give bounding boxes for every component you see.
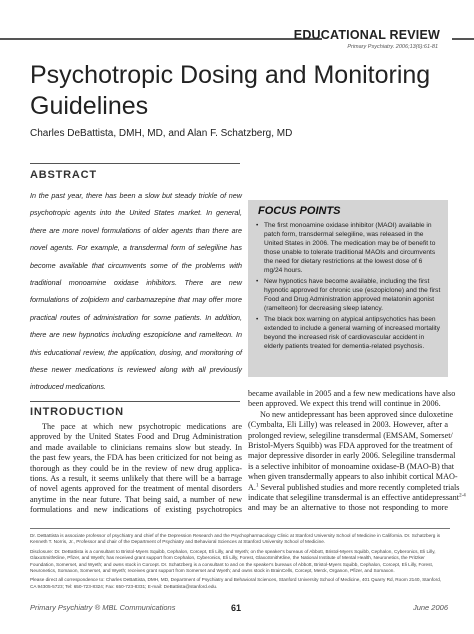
page-number: 61 <box>231 603 242 613</box>
focus-point-text: The first monoamine oxidase inhibitor (MAOI) available in patch form, transdermal selegiline, was released in the United States in 2006. The medication may be of benefit to those unable to tolerate traditional MAOIs and circumvents the need for dietary restrictions at the lowest dose of 6 mg/24 hours. <box>264 222 436 274</box>
focus-point-text: The black box warning on atypical antipsychotics has been extended to include a general warning of increased mortality beyond the increased risk of cardiovascular accident in elderly patients treated for dementia-related psychosis. <box>264 316 440 350</box>
body-line: is a selective inhibitor of monoamine oxidase-B (MAO-B) that <box>248 461 455 471</box>
article-authors: Charles DeBattista, DMH, MD, and Alan F. Schatzberg, MD <box>30 128 293 139</box>
registered-mark: ® <box>94 603 101 612</box>
bullet-icon: • <box>256 277 259 285</box>
body-line: No new antidepressant has been approved since duloxetine <box>260 409 454 419</box>
introduction-rule <box>30 401 240 402</box>
bullet-icon: • <box>256 222 259 229</box>
body-line-text: A.$^1$ Several published studies and more recently completed trials <box>248 482 460 492</box>
body-line: and may be an alternative to those not responding to more <box>248 503 448 513</box>
body-line-text: indicate that selegiline transdermal is an effective antidepressant$^{2-4}$ <box>248 493 466 503</box>
body-line: became available in 2005 and a few new medications have also <box>248 389 456 398</box>
body-line: The pace at which new psychotropic medications are <box>42 422 242 431</box>
abstract-rule <box>30 163 240 164</box>
focus-points-heading: FOCUS POINTS <box>258 205 341 217</box>
abstract-heading: ABSTRACT <box>30 169 97 181</box>
body-line: approved by the United States Food and Drug Administration <box>30 432 242 442</box>
body-line: major depressive disorder in early 2006. Selegiline transdermal <box>248 451 456 461</box>
right-column-text <box>248 389 466 514</box>
issue-date: June 2006 <box>412 603 448 612</box>
body-line: Bristol-Myers Squibb) was FDA approved for the treatment of <box>248 441 453 451</box>
introduction-heading: INTRODUCTION <box>30 406 124 418</box>
reference-marker: 2-4 <box>459 493 466 499</box>
footnotes <box>30 533 448 593</box>
body-line: and made available to clinicians remains slow but steady. In <box>30 442 242 452</box>
section-tag: EDUCATIONAL REVIEW <box>293 28 440 42</box>
body-line: anytime in the near future. That being said, a number of new <box>30 494 242 504</box>
focus-point-item <box>256 278 442 314</box>
body-line: formulations and new indications of existing psychotropics <box>30 505 242 515</box>
publisher-name: MBL Communications <box>102 603 176 612</box>
body-line: been approved. We expect this trend will continue in 2006. <box>248 399 441 409</box>
focus-point-item <box>256 222 442 275</box>
body-line <box>248 482 460 493</box>
body-line <box>248 493 466 503</box>
introduction-text <box>30 422 242 516</box>
abstract-text: In the past year, there has been a slow but steady trickle of new psychotropic agents into the United States market. In general, there are more novel formulations of older agents than there are novel agents. For example, a transdermal form of selegiline has become available that circumvents some of the problems with traditional monoamine oxidase inhibitors. There are new formulations of zolpidem and carbamazepine that may offer more practical routes of administration for some patients. In addition, there are new hypnotics including eszopiclone and ramelteon. In this educational review, the application, dosing, and monitoring of these newer medications is reviewed along with all previously introduced medications. <box>30 191 242 392</box>
footnote-rule <box>30 528 450 529</box>
body-line: (Cymbalta, Eli Lilly) was released in 2003. However, after a <box>248 420 448 430</box>
body-line: the past few years, the FDA has been criticized for not being as <box>30 453 242 463</box>
journal-name: Primary Psychiatry <box>30 603 93 612</box>
reference-marker: 1 <box>255 482 259 488</box>
body-line: tions. As a result, it seems unlikely that there will be a barrage <box>30 474 242 484</box>
focus-points-list <box>256 222 442 354</box>
journal-citation: Primary Psychiatry. 2006;13(6):61-81 <box>347 44 438 50</box>
disclosure-note: Disclosure: Dr. DeBattista is a consultant to Bristol-Myers Squibb, Cephalon, Corcept, Eli Lilly, and Wyeth; on the speaker's bureaus of Abbott, Bristol-Myers Squibb, Cephalon, Cyberonics, Eli Lilly, GlaxoSmithKline, Pfizer, and Wyeth; has received grant support from Cephalon, Cyberonics, Eli Lilly, Forest, GlaxoSmithKline, the National Institute of Mental Health, Neuronetics, the Pritzker Foundation, Somerset, and Wyeth; and owns stock in Corcept. Dr. Schatzberg is a consultant to and on the speaker's bureaus of Abbott, Bristol-Myers Squibb, Cephalon, Corcept, Eli Lilly, Forest, Neuronetics, Somaxon, Somerset, and Wyeth; receives grant support from Somerset and Wyeth; and owns stock in BrainCells, Corcept, Merck, Organon, Pfizer, and Somaxon. <box>30 548 436 574</box>
author-affiliation-note: Dr. DeBattista is associate professor of psychiatry and chief of the Depression Research and the Psychopharmacology Clinic at Stanford University School of Medicine in California. Dr. Schatzberg is Kenneth T. Norris, Jr., Professor and chair of the Department of Psychiatry and Behavioral Sciences at Stanford University School of Medicine. <box>30 533 441 545</box>
body-line: of novel agents approved for the treatment of mental disorders <box>30 484 242 494</box>
bullet-icon: • <box>256 316 259 324</box>
focus-point-text: New hypnotics have become available, including the first hypnotic approved for chronic use (eszopiclone) and the first Food and Drug Administration approved melatonin agonist (ramelteon) for decreasing sleep latency. <box>264 277 441 312</box>
correspondence-note: Please direct all correspondence to: Charles DeBattista, DMH, MD, Department of Psychiatry and Behavioral Sciences, Stanford University School of Medicine, 401 Quarry Rd, Room 2140, Stanford, CA 94305-5723; Tel: 650-723-8324; Fax: 650-723-8331; E-mail: DeBattista@stanford.edu. <box>30 577 442 589</box>
footer-journal <box>30 603 175 612</box>
article-title: Psychotropic Dosing and Monitoring Guidelines <box>30 61 431 120</box>
body-line: thorough as they could be in the review of new drug applica- <box>30 463 242 473</box>
body-line: when given transdermally appears to also inhibit cortical MAO- <box>248 472 458 482</box>
focus-point-item <box>256 316 442 352</box>
body-line: prolonged review, selegiline transdermal (EMSAM, Somerset/ <box>248 430 453 440</box>
